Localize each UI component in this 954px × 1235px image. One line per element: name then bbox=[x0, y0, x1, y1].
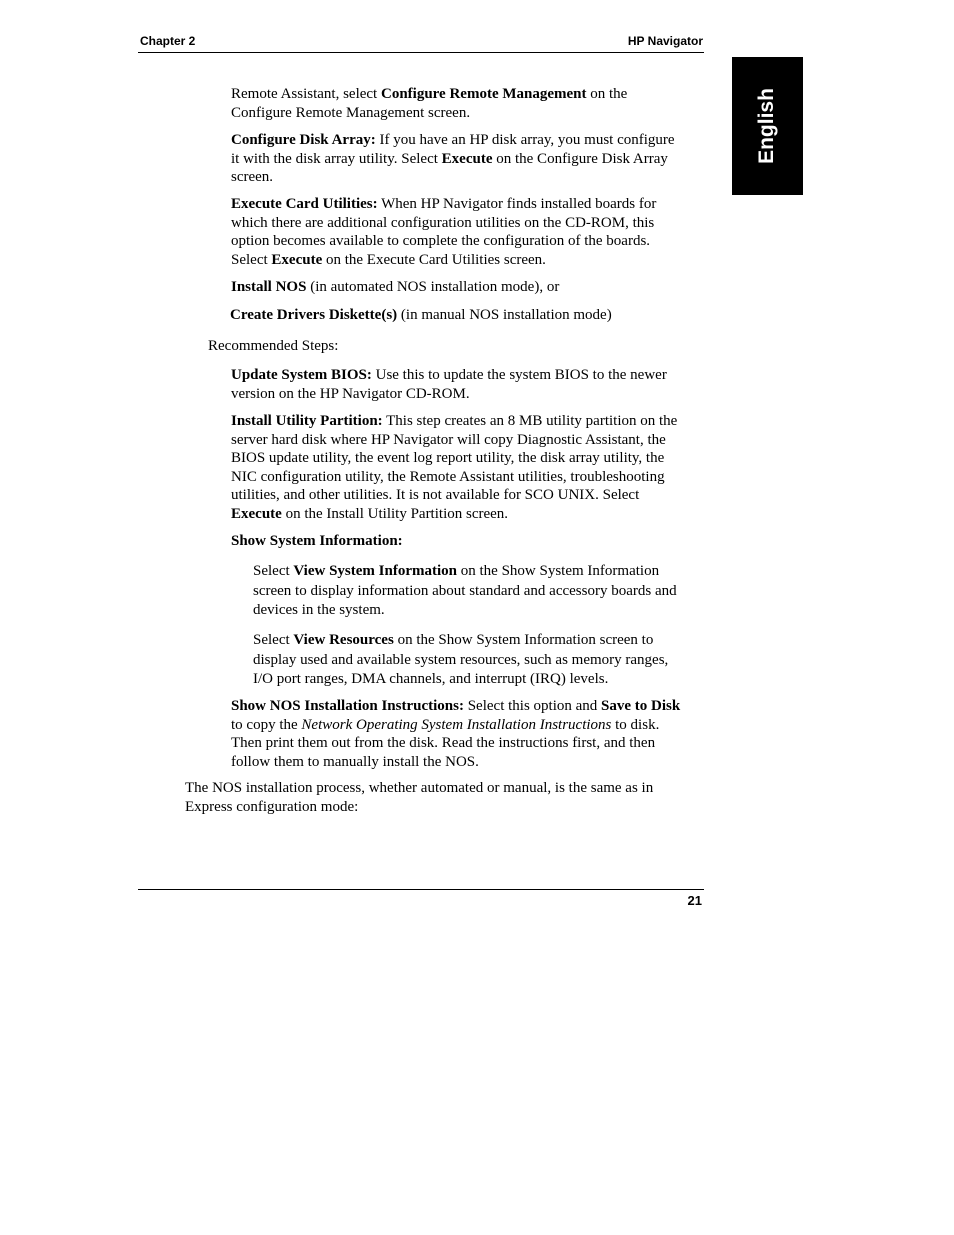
text-run: on the Configure Remote Management screen. bbox=[231, 86, 628, 121]
bold-run: View System Information bbox=[293, 563, 457, 579]
bold-run: Install NOS bbox=[231, 279, 307, 295]
text-run: Use this to update the system BIOS to the newer version on the HP Navigator CD-ROM. bbox=[231, 367, 667, 402]
bold-run: Execute bbox=[271, 251, 323, 268]
paragraph-show-system-information bbox=[231, 532, 683, 551]
bold-run: View Resources bbox=[293, 632, 394, 648]
text-run: Recommended Steps: bbox=[208, 338, 339, 354]
text-run: The NOS installation process, whether automated or manual, is the same as in Express configuration mode: bbox=[185, 780, 654, 815]
paragraph-create-drivers-diskette bbox=[230, 306, 682, 325]
paragraph-install-utility-partition bbox=[231, 412, 683, 523]
paragraph-install-nos bbox=[231, 278, 683, 297]
bold-run: Update System BIOS: bbox=[231, 367, 372, 383]
paragraph-execute-card-utilities bbox=[231, 195, 683, 269]
text-run: Select bbox=[253, 632, 294, 648]
bold-run: Create Drivers Diskette(s) bbox=[230, 307, 398, 323]
text-run: If you have an HP disk array, you must configure it with the disk array utility. Select bbox=[231, 132, 675, 167]
paragraph-nos-installation-process bbox=[185, 779, 685, 816]
text-run: on the Install Utility Partition screen. bbox=[281, 505, 509, 522]
text-run: (in automated NOS installation mode), or bbox=[306, 279, 560, 295]
paragraph-remote-assistant bbox=[231, 85, 683, 122]
italic-run: Network Operating System Installation Instructions bbox=[301, 716, 612, 733]
paragraph-view-system-information bbox=[253, 562, 685, 621]
text-run: Remote Assistant, select bbox=[231, 86, 381, 102]
paragraph-update-system-bios bbox=[231, 366, 683, 403]
text-run: This step creates an 8 MB utility partition on the server hard disk where HP Navigator will copy Diagnostic Assistant, the BIOS update utility, the event log report utility, the disk array utility, the NIC configuration utility, the Remote Assistant utilities, troubleshooting utilities, and other utilities. It is not available for SCO UNIX. Select bbox=[231, 413, 678, 503]
paragraph-show-nos-installation-instructions bbox=[231, 697, 683, 771]
bold-run: Show System Information: bbox=[231, 533, 403, 549]
text-run: Select this option and bbox=[463, 698, 602, 714]
bold-run: Configure Disk Array: bbox=[231, 132, 376, 148]
language-tab-label: English bbox=[755, 88, 778, 164]
text-run: on the Configure Disk Array screen. bbox=[231, 150, 668, 185]
text-run: on the Show System Information screen to display used and available system resources, such as memory ranges, I/O port ranges, DMA channels, and interrupt (IRQ) levels. bbox=[253, 632, 669, 687]
header-rule bbox=[138, 52, 704, 53]
bold-run: Save to Disk bbox=[601, 698, 681, 714]
bold-run: Show NOS Installation Instructions: bbox=[231, 698, 464, 714]
page-number: 21 bbox=[687, 893, 702, 908]
text-run: When HP Navigator finds installed boards for which there are additional configuration utilities on the CD-ROM, this option becomes available to complete the configuration of the boards. Select bbox=[231, 196, 657, 268]
text-run: to copy the bbox=[231, 716, 302, 733]
text-run: on the Show System Information screen to display information about standard and accessory boards and devices in the system. bbox=[253, 563, 677, 618]
bold-run: Execute Card Utilities: bbox=[231, 196, 378, 212]
text-run: on the Execute Card Utilities screen. bbox=[322, 251, 546, 268]
language-tab bbox=[732, 57, 803, 195]
running-header-chapter: Chapter 2 bbox=[140, 34, 196, 48]
text-run: to disk. Then print them out from the disk. Read the instructions first, and then follow them to manually install the NOS. bbox=[231, 716, 660, 770]
bold-run: Execute bbox=[441, 150, 493, 167]
footer-rule bbox=[138, 889, 704, 890]
paragraph-configure-disk-array bbox=[231, 131, 683, 187]
bold-run: Execute bbox=[231, 505, 282, 522]
running-header-title: HP Navigator bbox=[627, 34, 703, 48]
paragraph-view-resources bbox=[253, 631, 685, 690]
bold-run: Install Utility Partition: bbox=[231, 413, 383, 429]
text-run: (in manual NOS installation mode) bbox=[397, 307, 612, 323]
recommended-steps-heading bbox=[208, 337, 668, 356]
bold-run: Configure Remote Management bbox=[380, 86, 587, 102]
text-run: Select bbox=[253, 563, 294, 579]
